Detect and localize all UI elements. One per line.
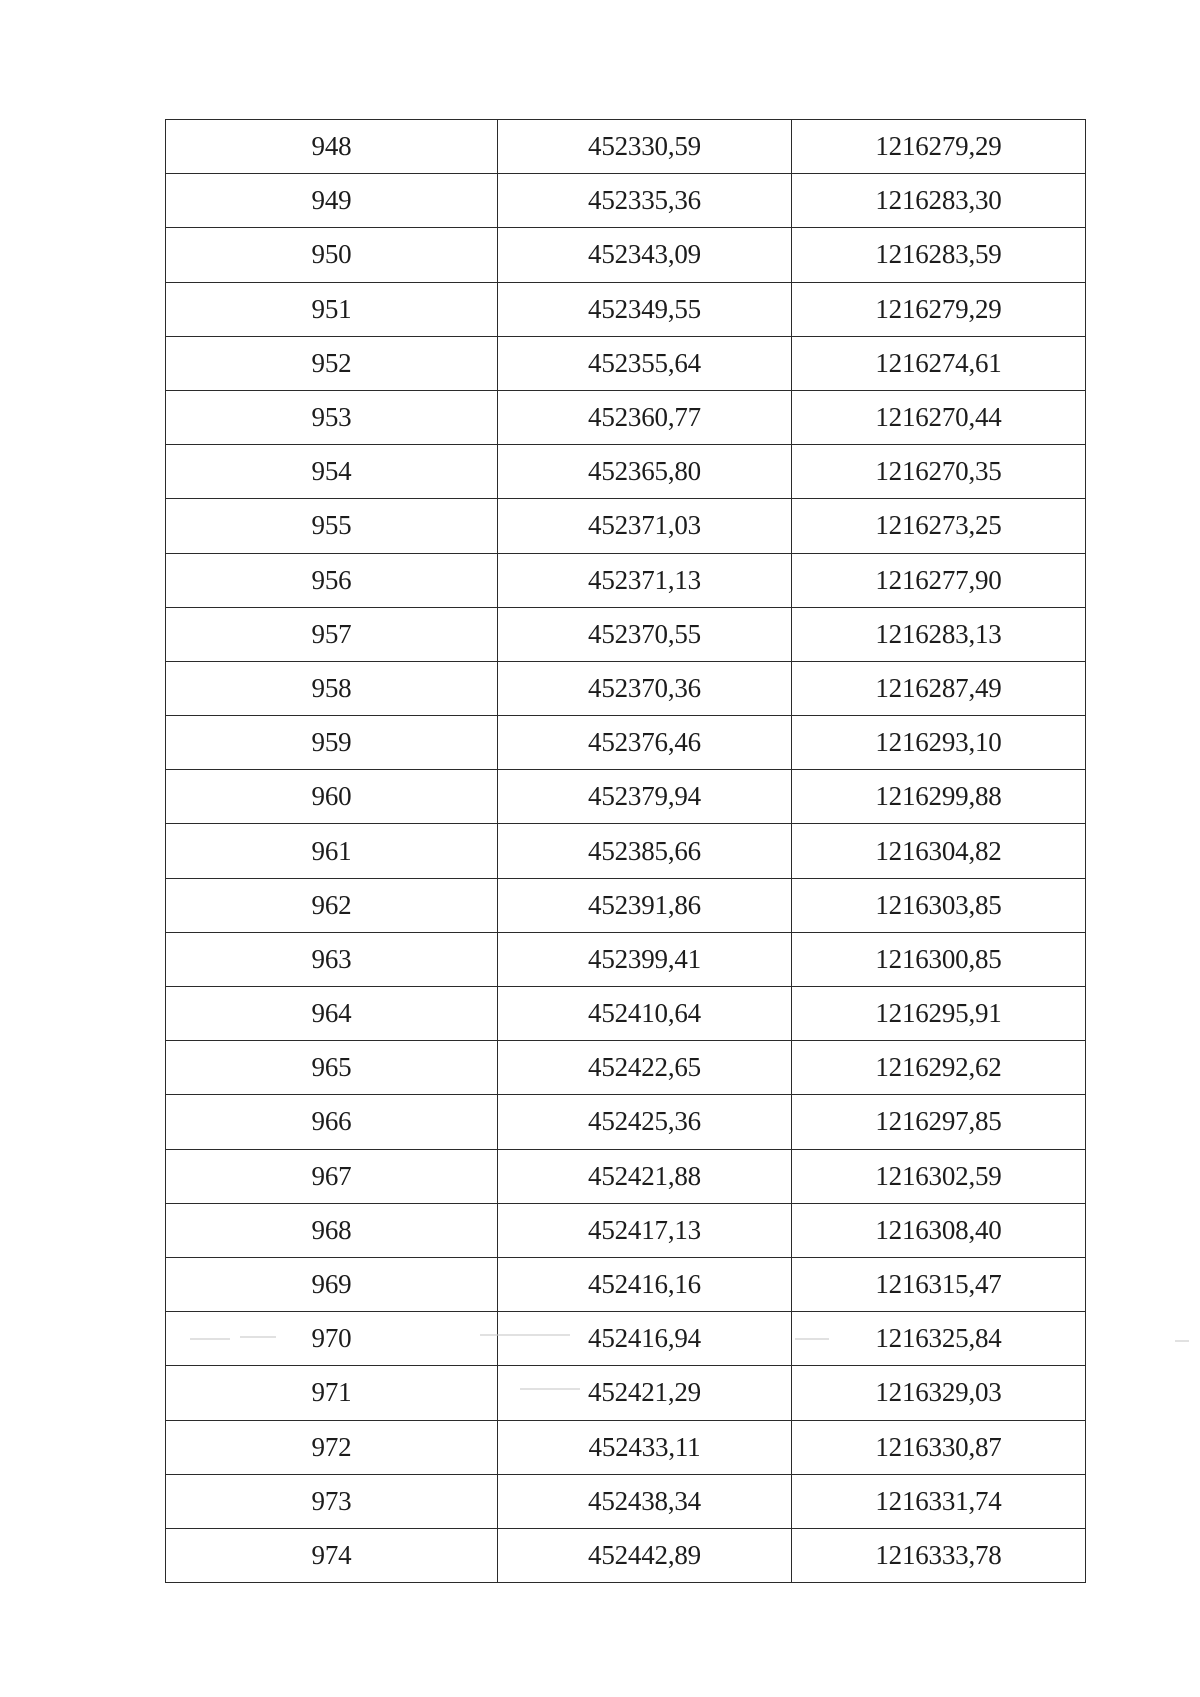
table-row — [166, 932, 1086, 986]
x-coordinate-cell: 452330,59 — [498, 120, 792, 174]
point-number-cell: 970 — [166, 1312, 498, 1366]
point-number-cell: 955 — [166, 499, 498, 553]
x-coordinate-cell: 452421,88 — [498, 1149, 792, 1203]
x-coordinate-cell: 452410,64 — [498, 987, 792, 1041]
table-row — [166, 1095, 1086, 1149]
y-coordinate-cell: 1216283,13 — [792, 607, 1086, 661]
point-number-cell: 969 — [166, 1257, 498, 1311]
x-coordinate-cell: 452355,64 — [498, 336, 792, 390]
table-row — [166, 716, 1086, 770]
point-number-cell: 966 — [166, 1095, 498, 1149]
x-coordinate-cell: 452371,13 — [498, 553, 792, 607]
x-coordinate-cell: 452391,86 — [498, 878, 792, 932]
y-coordinate-cell: 1216331,74 — [792, 1474, 1086, 1528]
point-number-cell: 954 — [166, 445, 498, 499]
x-coordinate-cell: 452371,03 — [498, 499, 792, 553]
table-row — [166, 1312, 1086, 1366]
table-row — [166, 770, 1086, 824]
table-row — [166, 1366, 1086, 1420]
y-coordinate-cell: 1216325,84 — [792, 1312, 1086, 1366]
point-number-cell: 950 — [166, 228, 498, 282]
table-row — [166, 174, 1086, 228]
table-row — [166, 824, 1086, 878]
point-number-cell: 948 — [166, 120, 498, 174]
x-coordinate-cell: 452385,66 — [498, 824, 792, 878]
table-row — [166, 1149, 1086, 1203]
point-number-cell: 968 — [166, 1203, 498, 1257]
point-number-cell: 953 — [166, 390, 498, 444]
x-coordinate-cell: 452376,46 — [498, 716, 792, 770]
y-coordinate-cell: 1216270,44 — [792, 390, 1086, 444]
point-number-cell: 952 — [166, 336, 498, 390]
y-coordinate-cell: 1216293,10 — [792, 716, 1086, 770]
scan-artifact — [1175, 1340, 1189, 1342]
coordinates-table-body — [166, 120, 1086, 1583]
point-number-cell: 951 — [166, 282, 498, 336]
table-row — [166, 987, 1086, 1041]
table-row — [166, 1257, 1086, 1311]
y-coordinate-cell: 1216333,78 — [792, 1528, 1086, 1582]
point-number-cell: 963 — [166, 932, 498, 986]
x-coordinate-cell: 452421,29 — [498, 1366, 792, 1420]
y-coordinate-cell: 1216273,25 — [792, 499, 1086, 553]
coordinates-table — [165, 119, 1086, 1583]
x-coordinate-cell: 452425,36 — [498, 1095, 792, 1149]
point-number-cell: 971 — [166, 1366, 498, 1420]
x-coordinate-cell: 452365,80 — [498, 445, 792, 499]
y-coordinate-cell: 1216283,59 — [792, 228, 1086, 282]
y-coordinate-cell: 1216274,61 — [792, 336, 1086, 390]
table-row — [166, 228, 1086, 282]
table-row — [166, 499, 1086, 553]
table-row — [166, 1420, 1086, 1474]
point-number-cell: 959 — [166, 716, 498, 770]
y-coordinate-cell: 1216287,49 — [792, 661, 1086, 715]
point-number-cell: 964 — [166, 987, 498, 1041]
point-number-cell: 961 — [166, 824, 498, 878]
x-coordinate-cell: 452370,55 — [498, 607, 792, 661]
y-coordinate-cell: 1216292,62 — [792, 1041, 1086, 1095]
point-number-cell: 960 — [166, 770, 498, 824]
y-coordinate-cell: 1216329,03 — [792, 1366, 1086, 1420]
table-row — [166, 607, 1086, 661]
point-number-cell: 956 — [166, 553, 498, 607]
y-coordinate-cell: 1216315,47 — [792, 1257, 1086, 1311]
point-number-cell: 967 — [166, 1149, 498, 1203]
y-coordinate-cell: 1216295,91 — [792, 987, 1086, 1041]
point-number-cell: 974 — [166, 1528, 498, 1582]
point-number-cell: 965 — [166, 1041, 498, 1095]
x-coordinate-cell: 452370,36 — [498, 661, 792, 715]
table-row — [166, 1041, 1086, 1095]
x-coordinate-cell: 452416,94 — [498, 1312, 792, 1366]
point-number-cell: 958 — [166, 661, 498, 715]
table-row — [166, 445, 1086, 499]
x-coordinate-cell: 452422,65 — [498, 1041, 792, 1095]
table-row — [166, 661, 1086, 715]
scan-artifact — [795, 1338, 829, 1340]
x-coordinate-cell: 452442,89 — [498, 1528, 792, 1582]
table-row — [166, 390, 1086, 444]
x-coordinate-cell: 452417,13 — [498, 1203, 792, 1257]
x-coordinate-cell: 452360,77 — [498, 390, 792, 444]
y-coordinate-cell: 1216300,85 — [792, 932, 1086, 986]
table-row — [166, 282, 1086, 336]
y-coordinate-cell: 1216303,85 — [792, 878, 1086, 932]
y-coordinate-cell: 1216330,87 — [792, 1420, 1086, 1474]
x-coordinate-cell: 452379,94 — [498, 770, 792, 824]
table-row — [166, 1474, 1086, 1528]
table-row — [166, 1203, 1086, 1257]
y-coordinate-cell: 1216308,40 — [792, 1203, 1086, 1257]
y-coordinate-cell: 1216277,90 — [792, 553, 1086, 607]
point-number-cell: 949 — [166, 174, 498, 228]
scan-artifact — [480, 1334, 570, 1336]
table-row — [166, 878, 1086, 932]
table-row — [166, 1528, 1086, 1582]
y-coordinate-cell: 1216302,59 — [792, 1149, 1086, 1203]
y-coordinate-cell: 1216299,88 — [792, 770, 1086, 824]
x-coordinate-cell: 452438,34 — [498, 1474, 792, 1528]
x-coordinate-cell: 452349,55 — [498, 282, 792, 336]
x-coordinate-cell: 452399,41 — [498, 932, 792, 986]
y-coordinate-cell: 1216279,29 — [792, 282, 1086, 336]
y-coordinate-cell: 1216297,85 — [792, 1095, 1086, 1149]
table-row — [166, 336, 1086, 390]
y-coordinate-cell: 1216270,35 — [792, 445, 1086, 499]
x-coordinate-cell: 452335,36 — [498, 174, 792, 228]
point-number-cell: 962 — [166, 878, 498, 932]
y-coordinate-cell: 1216304,82 — [792, 824, 1086, 878]
scan-artifact — [520, 1388, 580, 1390]
point-number-cell: 957 — [166, 607, 498, 661]
table-row — [166, 553, 1086, 607]
y-coordinate-cell: 1216279,29 — [792, 120, 1086, 174]
point-number-cell: 973 — [166, 1474, 498, 1528]
y-coordinate-cell: 1216283,30 — [792, 174, 1086, 228]
x-coordinate-cell: 452433,11 — [498, 1420, 792, 1474]
scan-artifact — [240, 1336, 276, 1338]
table-row — [166, 120, 1086, 174]
scan-artifact — [190, 1338, 230, 1340]
x-coordinate-cell: 452416,16 — [498, 1257, 792, 1311]
point-number-cell: 972 — [166, 1420, 498, 1474]
x-coordinate-cell: 452343,09 — [498, 228, 792, 282]
